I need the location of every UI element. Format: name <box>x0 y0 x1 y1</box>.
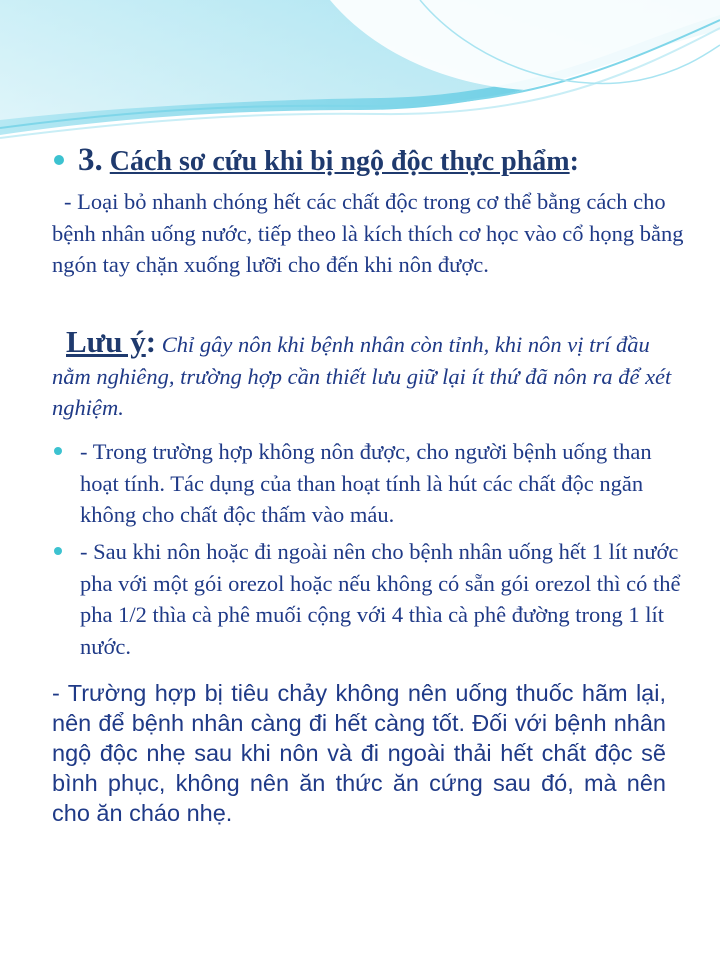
section-number: 3. <box>78 142 103 178</box>
section-title: Cách sơ cứu khi bị ngộ độc thực phẩm <box>109 146 570 177</box>
intro-paragraph: - Loại bỏ nhanh chóng hết các chất độc trong cơ thể bằng cách cho bệnh nhân uống nước, tiếp theo là kích thích cơ học vào cổ họng bằng ngón tay chặn xuống lưỡi cho đến khi nôn được. <box>52 189 684 277</box>
bullet-2-text: - Sau khi nôn hoặc đi ngoài nên cho bệnh nhân uống hết 1 lít nước pha với một gói orezol hoặc nếu không có sẵn gói orezol thì có thể pha 1/2 thìa cà phê muối cộng với 4 thìa cà phê đường trong 1 lít nước. <box>80 539 681 659</box>
section-heading <box>78 140 718 182</box>
bullet-1-text: - Trong trường hợp không nôn được, cho người bệnh uống than hoạt tính. Tác dụng của than hoạt tính là hút các chất độc ngăn không cho chất độc thấm vào máu. <box>80 439 652 527</box>
closing-paragraph: - Trường hợp bị tiêu chảy không nên uống thuốc hãm lại, nên để bệnh nhân càng đi hết càng tốt. Đối với bệnh nhân ngộ độc nhẹ sau khi nôn và đi ngoài thải hết chất độc sẽ bình phục, không nên ăn thức ăn cứng sau đó, mà nên cho ăn cháo nhẹ. <box>52 680 666 826</box>
heading-bullet-icon <box>54 155 64 165</box>
note-paragraph <box>52 326 688 424</box>
note-text: Chỉ gây nôn khi bệnh nhân còn tỉnh, khi nôn vị trí đầu nằm nghiêng, trường hợp cần thiết lưu giữ lại ít thứ đã nôn ra để xét nghiệm. <box>52 332 672 420</box>
note-colon: : <box>145 324 157 359</box>
bullet-1-icon <box>54 447 62 455</box>
section-colon: : <box>569 146 579 177</box>
decorative-wave-header <box>0 0 720 140</box>
bullet-2-icon <box>54 547 62 555</box>
note-label: Lưu ý <box>66 324 146 359</box>
